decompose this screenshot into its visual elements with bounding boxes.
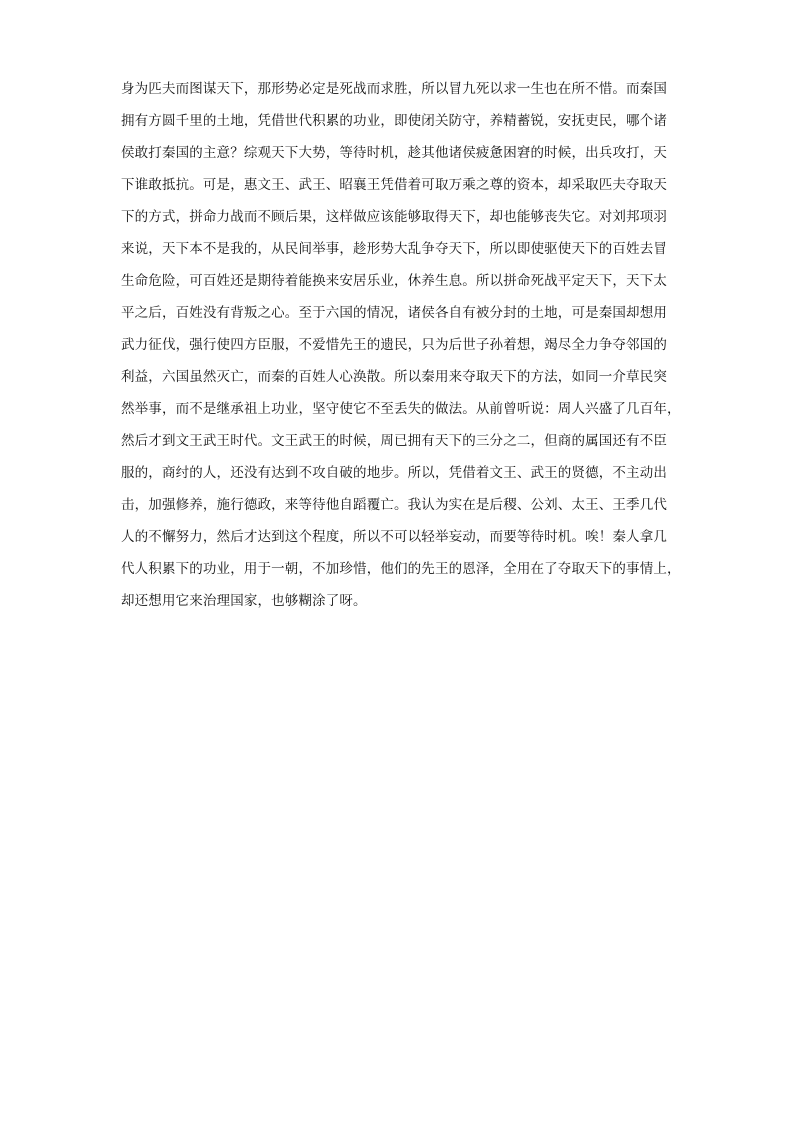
paragraph-line-9: 武力征伐，强行使四方臣服，不爱惜先王的遗民，只为后世子孙着想，竭尽全力争夺邻国的: [121, 337, 667, 353]
body-paragraph: [121, 73, 681, 617]
paragraph-line-10: 利益，六国虽然灭亡，而秦的百姓人心涣散。所以秦用来夺取天下的方法，如同一介草民突: [121, 369, 667, 385]
paragraph-line-4: 下谁敢抵抗。可是，惠文王、武王、昭襄王凭借着可取万乘之尊的资本，却采取匹夫夺取天: [121, 177, 667, 193]
paragraph-line-17: 却还想用它来治理国家，也够糊涂了呀。: [121, 593, 367, 609]
paragraph-line-2: 拥有方圆千里的土地，凭借世代积累的功业，即使闭关防守，养精蓄锐，安抚吏民，哪个诸: [121, 113, 667, 129]
paragraph-line-3: 侯敢打秦国的主意？综观天下大势，等待时机，趁其他诸侯疲惫困窘的时候，出兵攻打，天: [121, 145, 667, 161]
paragraph-line-11: 然举事，而不是继承祖上功业，坚守使它不至丢失的做法。从前曾听说：周人兴盛了几百年，: [121, 401, 681, 417]
paragraph-line-1: 身为匹夫而图谋天下，那形势必定是死战而求胜，所以冒九死以求一生也在所不惜。而秦国: [121, 81, 667, 97]
paragraph-line-13: 服的，商纣的人，还没有达到不攻自破的地步。所以，凭借着文王、武王的贤德，不主动出: [121, 465, 667, 481]
paragraph-line-5: 下的方式，拼命力战而不顾后果，这样做应该能够取得天下，却也能够丧失它。对刘邦项羽: [121, 209, 667, 225]
paragraph-line-12: 然后才到文王武王时代。文王武王的时候，周已拥有天下的三分之二，但商的属国还有不臣: [121, 433, 667, 449]
paragraph-line-8: 平之后，百姓没有背叛之心。至于六国的情况，诸侯各自有被分封的土地，可是秦国却想用: [121, 305, 667, 321]
paragraph-line-6: 来说，天下本不是我的，从民间举事，趁形势大乱争夺天下，所以即使驱使天下的百姓去冒: [121, 241, 667, 257]
paragraph-line-16: 代人积累下的功业，用于一朝，不加珍惜，他们的先王的恩泽，全用在了夺取天下的事情上，: [121, 561, 681, 577]
paragraph-line-7: 生命危险，可百姓还是期待着能换来安居乐业，休养生息。所以拼命死战平定天下，天下太: [121, 273, 667, 289]
paragraph-line-15: 人的不懈努力，然后才达到这个程度，所以不可以轻举妄动，而要等待时机。唉！秦人拿几: [121, 529, 667, 545]
paragraph-line-14: 击，加强修养，施行德政，来等待他自蹈覆亡。我认为实在是后稷、公刘、太王、王季几代: [121, 497, 667, 513]
